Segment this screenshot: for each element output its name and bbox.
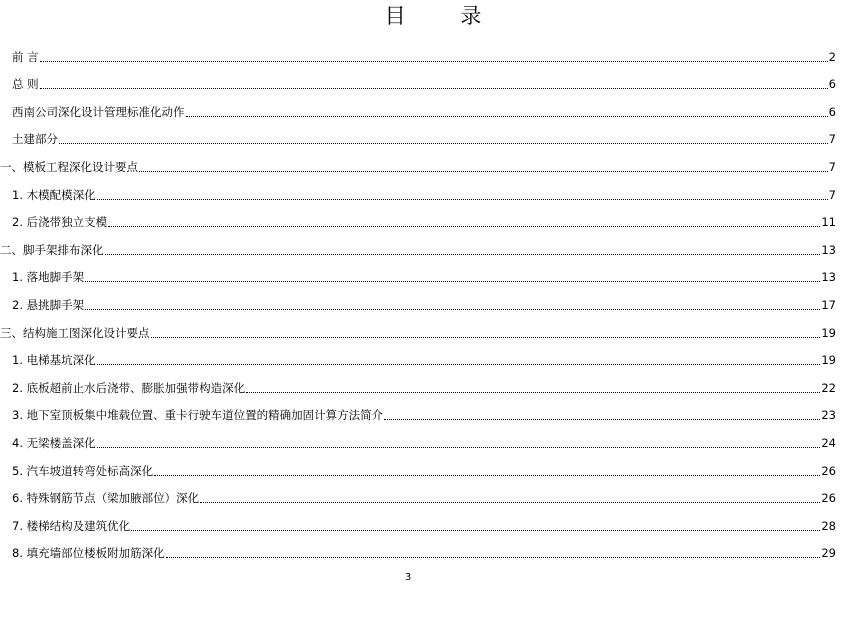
toc-entry-label: 5. 汽车坡道转弯处标高深化 [12, 463, 154, 478]
toc-entry-page: 7 [828, 187, 836, 202]
toc-entry-page: 24 [821, 435, 836, 450]
toc-entry[interactable] [0, 119, 836, 147]
toc-entry[interactable] [0, 229, 836, 257]
page-number: 3 [404, 572, 412, 583]
toc-entry[interactable] [0, 257, 836, 285]
toc-entry-page: 7 [828, 159, 836, 174]
toc-entry[interactable] [0, 478, 836, 506]
toc-leader [139, 170, 828, 172]
toc-entry-page: 17 [821, 297, 836, 312]
toc-entry-page: 29 [821, 546, 836, 561]
toc-entry[interactable] [0, 367, 836, 395]
toc-entry-label: 三、结构施工图深化设计要点 [0, 325, 150, 340]
toc-entry[interactable] [0, 91, 836, 119]
toc-leader [85, 308, 820, 310]
toc-leader [105, 253, 821, 255]
toc-leader [97, 363, 821, 365]
toc-entry-page: 13 [821, 270, 836, 285]
toc-entry[interactable] [0, 533, 836, 561]
toc-entry-page: 2 [828, 49, 836, 64]
toc-entry-page: 22 [821, 380, 836, 395]
toc-entry-page: 23 [821, 408, 836, 423]
toc-entry[interactable] [0, 146, 836, 174]
toc-entry-label: 1. 落地脚手架 [12, 270, 85, 285]
toc-leader [166, 556, 821, 558]
toc-entry-label: 6. 特殊钢筋节点（梁加腋部位）深化 [12, 491, 200, 506]
toc-entry-page: 19 [821, 353, 836, 368]
toc-entry-page: 6 [828, 77, 836, 92]
toc-entry-page: 26 [821, 491, 836, 506]
toc-leader [40, 60, 828, 62]
toc-entry[interactable] [0, 202, 836, 230]
toc-entry-page: 26 [821, 463, 836, 478]
toc-entry-label: 一、模板工程深化设计要点 [0, 159, 138, 174]
toc-entry[interactable] [0, 312, 836, 340]
toc-leader [200, 501, 820, 503]
toc-entry-label: 1. 木模配模深化 [12, 187, 96, 202]
toc-entry[interactable] [0, 284, 836, 312]
table-of-contents [0, 36, 836, 560]
toc-entry-label: 2. 悬挑脚手架 [12, 297, 85, 312]
toc-entry-label: 3. 地下室顶板集中堆载位置、重卡行驶车道位置的精确加固计算方法简介 [12, 408, 384, 423]
toc-leader [151, 336, 821, 338]
toc-leader [154, 474, 820, 476]
toc-leader [85, 280, 820, 282]
toc-entry-page: 6 [828, 104, 836, 119]
toc-entry-label: 2. 底板超前止水后浇带、膨胀加强带构造深化 [12, 380, 246, 395]
toc-leader [40, 87, 828, 89]
toc-entry-label: 总 则 [12, 77, 39, 92]
toc-leader [186, 115, 828, 117]
toc-entry-page: 28 [821, 518, 836, 533]
toc-leader [131, 529, 820, 531]
toc-entry-label: 前 言 [12, 49, 39, 64]
toc-entry[interactable] [0, 505, 836, 533]
toc-entry-label: 西南公司深化设计管理标准化动作 [12, 104, 185, 119]
toc-entry[interactable] [0, 340, 836, 368]
toc-entry-label: 8. 填充墙部位楼板附加筋深化 [12, 546, 165, 561]
toc-entry-label: 7. 楼梯结构及建筑优化 [12, 518, 131, 533]
toc-entry-label: 4. 无梁楼盖深化 [12, 435, 96, 450]
page-title: 目 录 [384, 4, 506, 28]
toc-entry[interactable] [0, 450, 836, 478]
toc-entry-page: 11 [821, 215, 836, 230]
toc-leader [97, 446, 821, 448]
toc-entry[interactable] [0, 64, 836, 92]
toc-entry-page: 7 [828, 132, 836, 147]
toc-leader [97, 198, 828, 200]
toc-leader [384, 418, 820, 420]
toc-entry-label: 2. 后浇带独立支模 [12, 215, 108, 230]
toc-entry-page: 19 [821, 325, 836, 340]
toc-entry[interactable] [0, 395, 836, 423]
toc-entry[interactable] [0, 36, 836, 64]
toc-leader [59, 142, 828, 144]
toc-entry-label: 土建部分 [12, 132, 58, 147]
toc-entry[interactable] [0, 174, 836, 202]
toc-leader [246, 391, 820, 393]
toc-leader [108, 225, 820, 227]
toc-entry-label: 1. 电梯基坑深化 [12, 353, 96, 368]
toc-entry-label: 二、脚手架排布深化 [0, 242, 104, 257]
toc-entry-page: 13 [821, 242, 836, 257]
toc-entry[interactable] [0, 422, 836, 450]
